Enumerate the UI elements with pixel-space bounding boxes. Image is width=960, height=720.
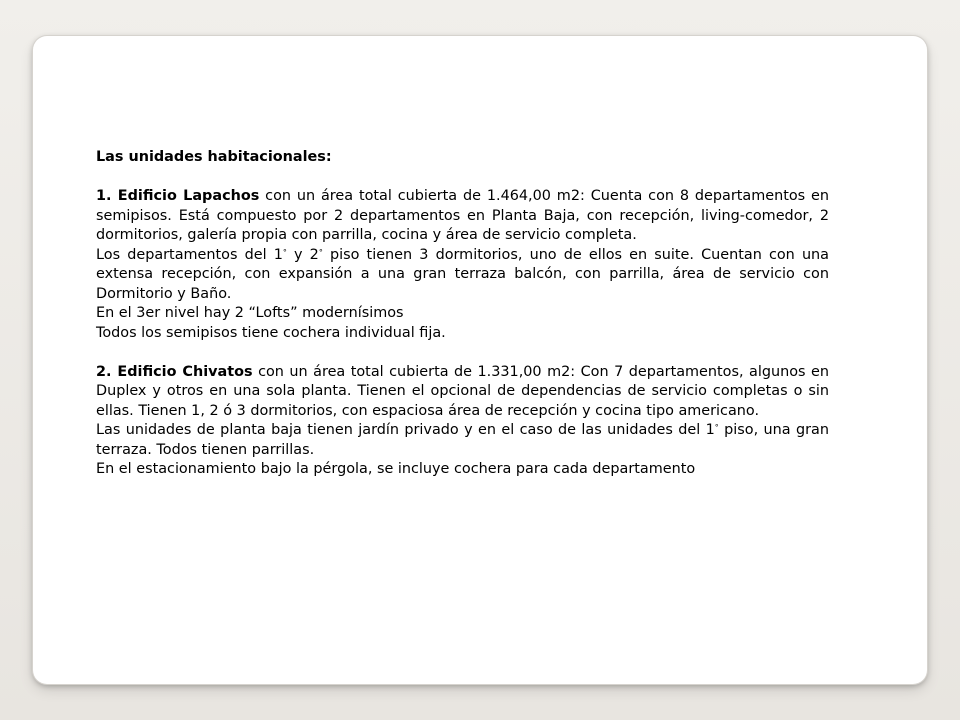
chivatos-ground-floor-paragraph — [96, 421, 829, 460]
lapachos-floors-text-b: y 2 — [286, 246, 319, 263]
section-heading: Las unidades habitacionales: — [96, 149, 332, 165]
chivatos-ground-text-c: piso, una gran terraza. Todos tienen parrillas. — [96, 422, 829, 458]
lapachos-intro — [96, 187, 829, 246]
chivatos-title: 2. Edificio Chivatos — [96, 363, 253, 380]
lapachos-intro-text: con un área total cubierta de 1.464,00 m2: Cuenta con 8 departamentos en semipisos. Está compuesto por 2 departamentos en Planta Baja, con recepción, living-comedor, 2 dormitorios, galería propia con parrilla, cocina y área de servicio completa. — [96, 188, 830, 243]
slide-content — [96, 148, 829, 480]
chivatos-parking-paragraph: En el estacionamiento bajo la pérgola, se incluye cochera para cada departamento — [96, 461, 696, 477]
chivatos-ground-text-a: Las unidades de planta baja tienen jardín privado y en el caso de las unidades del 1 — [96, 422, 715, 438]
lapachos-garage-paragraph: Todos los semipisos tiene cochera individual fija. — [96, 324, 446, 341]
chivatos-intro — [96, 363, 829, 422]
chivatos-intro-text: con un área total cubierta de 1.331,00 m2: Con 7 departamentos, algunos en Duplex y otros en una sola planta. Tienen el opcional de dependencias de servicio completas o sin ellas. Tienen 1, 2 ó 3 dormitorios, con espaciosa área de recepción y cocina tipo americano. — [96, 363, 829, 419]
spacer — [96, 343, 829, 363]
lapachos-lofts-paragraph: En el 3er nivel hay 2 “Lofts” modernísimos — [96, 305, 404, 321]
degree-mark: ° — [318, 247, 323, 257]
spacer — [96, 168, 829, 188]
degree-mark: ° — [714, 423, 719, 432]
lapachos-floors-text-a: Los departamentos del 1 — [96, 246, 283, 263]
lapachos-floors-paragraph — [96, 246, 829, 305]
lapachos-title: 1. Edificio Lapachos — [96, 188, 260, 204]
lapachos-floors-text-c: piso tienen 3 dormitorios, uno de ellos en suite. Cuentan con una extensa recepción, con expansión a una gran terraza balcón, con parrilla, área de servicio con Dormitorio y Baño. — [96, 246, 830, 302]
degree-mark: ° — [282, 247, 287, 257]
